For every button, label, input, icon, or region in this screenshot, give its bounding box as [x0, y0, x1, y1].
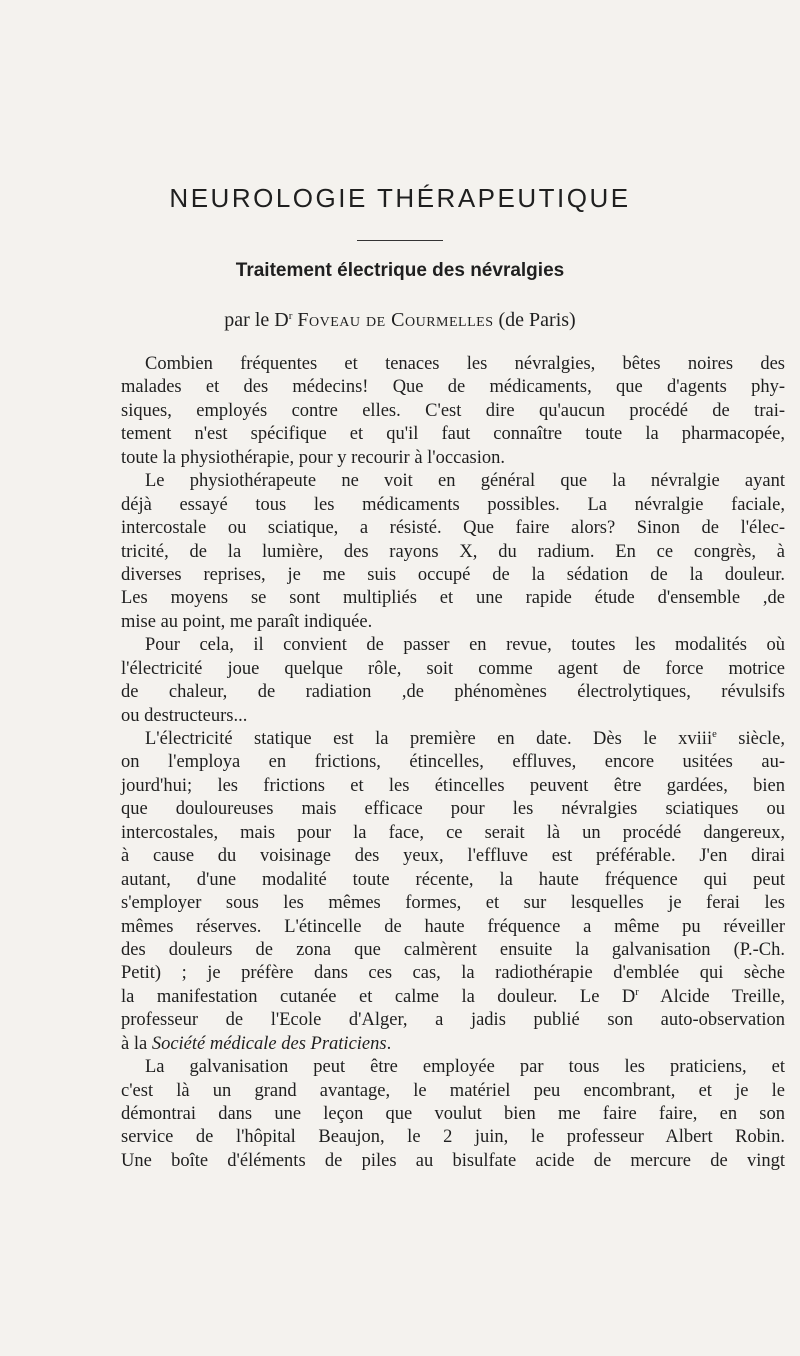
text-line: Pour cela, il convient de passer en revue, toutes les modalités où: [145, 635, 785, 656]
text-fragment: Alcide Treille,: [660, 986, 785, 1007]
text-line: à cause du voisinage des yeux, l'effluve est préférable. J'en dirai: [121, 846, 785, 867]
author-name: Foveau de Courmelles: [297, 309, 494, 331]
text-line: malades et des médecins! Que de médicaments, que d'agents phy-: [121, 377, 785, 398]
text-line: mêmes réserves. L'étincelle de haute fréquence a même pu réveiller: [121, 916, 785, 937]
title-divider: [357, 240, 443, 241]
text-line: c'est là un grand avantage, le matériel peu encombrant, et je le: [121, 1080, 785, 1101]
text-line: des douleurs de zona que calmèrent ensuite la galvanisation (P.-Ch.: [121, 939, 785, 960]
text-fragment: .: [386, 1033, 392, 1054]
text-line: de chaleur, de radiation ,de phénomènes électrolytiques, révulsifs: [121, 682, 785, 703]
text-line: professeur de l'Ecole d'Alger, a jadis publié son auto-observation: [121, 1010, 785, 1031]
text-line: autant, d'une modalité toute récente, la haute fréquence qui peut: [121, 869, 785, 890]
text-line: Le physiothérapeute ne voit en général que la névralgie ayant: [145, 471, 785, 492]
text-line: que douloureuses mais efficace pour les névralgies sciatiques ou: [121, 799, 785, 820]
text-line: Une boîte d'éléments de piles au bisulfate acide de mercure de vingt: [121, 1150, 785, 1171]
text-line: La galvanisation peut être employée par tous les praticiens, et: [145, 1057, 785, 1078]
byline: [0, 309, 800, 332]
text-line: service de l'hôpital Beaujon, le 2 juin, le professeur Albert Robin.: [121, 1127, 785, 1148]
text-line: intercostales, mais pour la face, ce serait là un procédé dangereux,: [121, 822, 785, 843]
article-title: Traitement électrique des névralgies: [235, 260, 565, 281]
text-fragment: siècle,: [738, 729, 786, 749]
byline-prefix: par le D: [224, 309, 289, 331]
text-line: [121, 1033, 785, 1056]
text-line: intercostale ou sciatique, a résisté. Que faire alors? Sinon de l'élec-: [121, 518, 785, 539]
text-line: siques, employés contre elles. C'est dire qu'aucun procédé de trai-: [121, 400, 785, 421]
dr-superscript: r: [635, 986, 639, 998]
text-line: [121, 986, 785, 1009]
text-line: l'électricité joue quelque rôle, soit comme agent de force motrice: [121, 658, 785, 679]
text-line: toute la physiothérapie, pour y recourir à l'occasion.: [121, 447, 505, 468]
text-fragment: la manifestation cutanée et calme la douleur. Le D: [121, 986, 636, 1007]
century-superscript: e: [712, 729, 717, 740]
text-fragment: à la: [121, 1033, 148, 1054]
text-line: [121, 728, 785, 751]
society-name: Société médicale des Praticiens: [151, 1033, 387, 1054]
byline-suffix: (de Paris): [498, 309, 576, 331]
text-line: diverses reprises, je me suis occupé de la sédation de la douleur.: [121, 564, 785, 585]
text-fragment: L'électricité statique est la première en date. Dès le xviii: [145, 729, 713, 749]
text-line: mise au point, me paraît indiquée.: [121, 611, 373, 632]
byline-sup: r: [288, 310, 293, 322]
text-line: Les moyens se sont multipliés et une rapide étude d'ensemble ,de: [121, 588, 785, 609]
text-line: tement n'est spécifique et qu'il faut connaître toute la pharmacopée,: [121, 424, 785, 445]
text-line: on l'employa en frictions, étincelles, effluves, encore usitées au-: [121, 752, 785, 773]
text-line: Petit) ; je préfère dans ces cas, la radiothérapie d'emblée qui sèche: [121, 963, 785, 984]
body-text: [121, 353, 785, 1173]
text-line: tricité, de la lumière, des rayons X, du radium. En ce congrès, à: [121, 541, 785, 562]
section-title: NEUROLOGIE THÉRAPEUTIQUE: [169, 183, 631, 213]
text-line: Combien fréquentes et tenaces les névralgies, bêtes noires des: [145, 354, 785, 374]
text-line: ou destructeurs...: [121, 705, 248, 726]
text-line: jourd'hui; les frictions et les étincelles peuvent être gardées, bien: [121, 775, 785, 796]
text-line: démontrai dans une leçon que voulut bien me faire faire, en son: [121, 1104, 785, 1124]
text-line: s'employer sous les mêmes formes, et sur lesquelles je ferai les: [121, 893, 785, 914]
text-line: déjà essayé tous les médicaments possibles. La névralgie faciale,: [121, 494, 785, 515]
